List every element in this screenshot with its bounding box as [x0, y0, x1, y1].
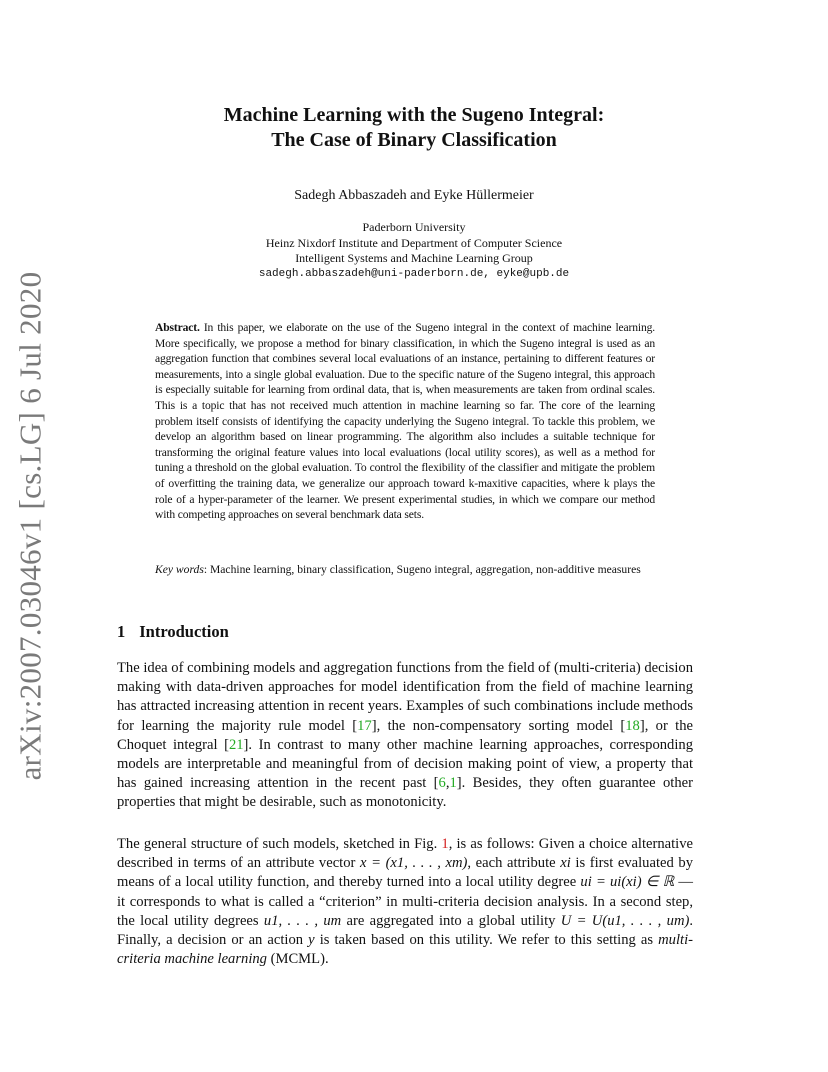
author-emails: sadegh.abbaszadeh@uni-paderborn.de, eyke@upb.de	[258, 267, 570, 280]
intro-p2-text: . Finally, a decision or an action	[117, 912, 693, 949]
citation-link[interactable]: 18	[625, 717, 640, 734]
intro-paragraph-1	[117, 659, 693, 813]
intro-p2-text: , is as follows: Given a choice alternative described in terms of an attribute vector	[117, 836, 694, 872]
figure-reference-link[interactable]: 1	[441, 836, 449, 852]
math-global-utility: U = U(u1, . . . , um)	[560, 912, 690, 929]
affiliation-group: Intelligent Systems and Machine Learning Group	[295, 251, 533, 265]
abstract-text: In this paper, we elaborate on the use of the Sugeno integral in the context of machine learning. More specifically, we propose a method for binary classification, in which the Sugeno integral is used as an aggregation function that combines several local evaluations of an instance, pertaining to different features or measurements, into a single global evaluation. Due to the specific nature of the Sugeno integral, this approach is especially suitable for learning from ordinal data, that is, when measurements are taken from ordinal scales. This is a topic that has not received much attention in machine learning so far. The core of the learning problem itself consists of identifying the capacity underlying the Sugeno integral. To tackle this problem, we develop an algorithm based on linear programming. The algorithm also includes a suitable technique for transforming the original feature values into local evaluations (local utility scores), as well as a method for tuning a threshold on the global evaluation. To control the flexibility of the classifier and mitigate the problem of overfitting the training data, we generalize our approach toward k-maxitive capacities, where k plays the role of a hyper-parameter of the learner. We present experimental studies, in which we compare our method with competing approaches on several benchmark data sets.	[155, 321, 656, 522]
affiliation-university: Paderborn University	[362, 220, 466, 234]
intro-p1-text: ]. In contrast to many other machine learning approaches, corresponding models are interpretable and meaningful from of decision making point of view, a property that has gained increasing attention in the recent past [	[117, 736, 693, 792]
intro-p1-text: ], the non-compensatory sorting model [	[371, 717, 626, 734]
citation-link[interactable]: 17	[357, 717, 372, 734]
keywords	[155, 562, 655, 578]
citation-link[interactable]: 1	[449, 775, 457, 792]
mcml-term: multi-criteria machine learning	[117, 932, 693, 968]
title-line-2: The Case of Binary Classification	[271, 129, 557, 151]
affiliation	[0, 220, 828, 282]
intro-p1-text: ], or the Choquet integral [	[117, 717, 693, 753]
section-heading	[117, 622, 229, 642]
intro-p2-text: — it corresponds to what is called a “criterion” in multi-criteria decision analysis. In a second step, the local utility degrees	[117, 874, 693, 929]
intro-p1-text: ,	[445, 775, 450, 792]
math-utility-degrees: u1, . . . , um	[263, 912, 342, 929]
keywords-text: : Machine learning, binary classification, Sugeno integral, aggregation, non-additive measures	[203, 563, 641, 576]
math-attribute-vector: x = (x1, . . . , xm)	[360, 855, 468, 872]
citation-link[interactable]: 21	[228, 736, 244, 753]
math-y: y	[308, 932, 315, 949]
intro-p2-text: , each attribute	[467, 855, 561, 872]
abstract-label: Abstract.	[155, 321, 200, 334]
section-title: Introduction	[139, 622, 229, 641]
paper-title	[0, 103, 828, 153]
arxiv-stamp-text: arXiv:2007.03046v1 [cs.LG] 6 Jul 2020	[12, 271, 48, 781]
authors: Sadegh Abbaszadeh and Eyke Hüllermeier	[294, 188, 534, 203]
citation-link[interactable]: 6	[438, 775, 446, 792]
intro-p2-text: The general structure of such models, sketched in Fig.	[117, 836, 442, 852]
section-number: 1	[117, 622, 126, 641]
math-local-utility: ui = ui(xi) ∈ ℝ	[580, 874, 675, 891]
intro-p2-text: is taken based on this utility. We refer to this setting as	[314, 932, 659, 949]
intro-p1-text: ]. Besides, they often guarantee other properties that might be desirable, such as monotonicity.	[117, 775, 693, 811]
affiliation-institute: Heinz Nixdorf Institute and Department of Computer Science	[265, 235, 563, 250]
math-xi: xi	[560, 855, 571, 872]
title-line-1: Machine Learning with the Sugeno Integral:	[223, 104, 605, 126]
intro-p1-text: The idea of combining models and aggregation functions from the field of (multi-criteria) decision making with data-driven approaches for model identification from the field of machine learning has attracted increasing attention in recent years. Examples of such combinations include methods for learning the majority rule model [	[117, 660, 693, 734]
abstract	[155, 320, 655, 523]
keywords-label: Key words	[155, 563, 204, 576]
intro-p2-text: (MCML).	[266, 951, 329, 968]
intro-p2-text: is first evaluated by means of a local utility function, and thereby turned into a local utility degree	[117, 855, 693, 891]
intro-paragraph-2	[117, 835, 693, 969]
intro-p2-text: are aggregated into a global utility	[341, 912, 561, 929]
arxiv-identifier-stamp	[2, 271, 58, 781]
